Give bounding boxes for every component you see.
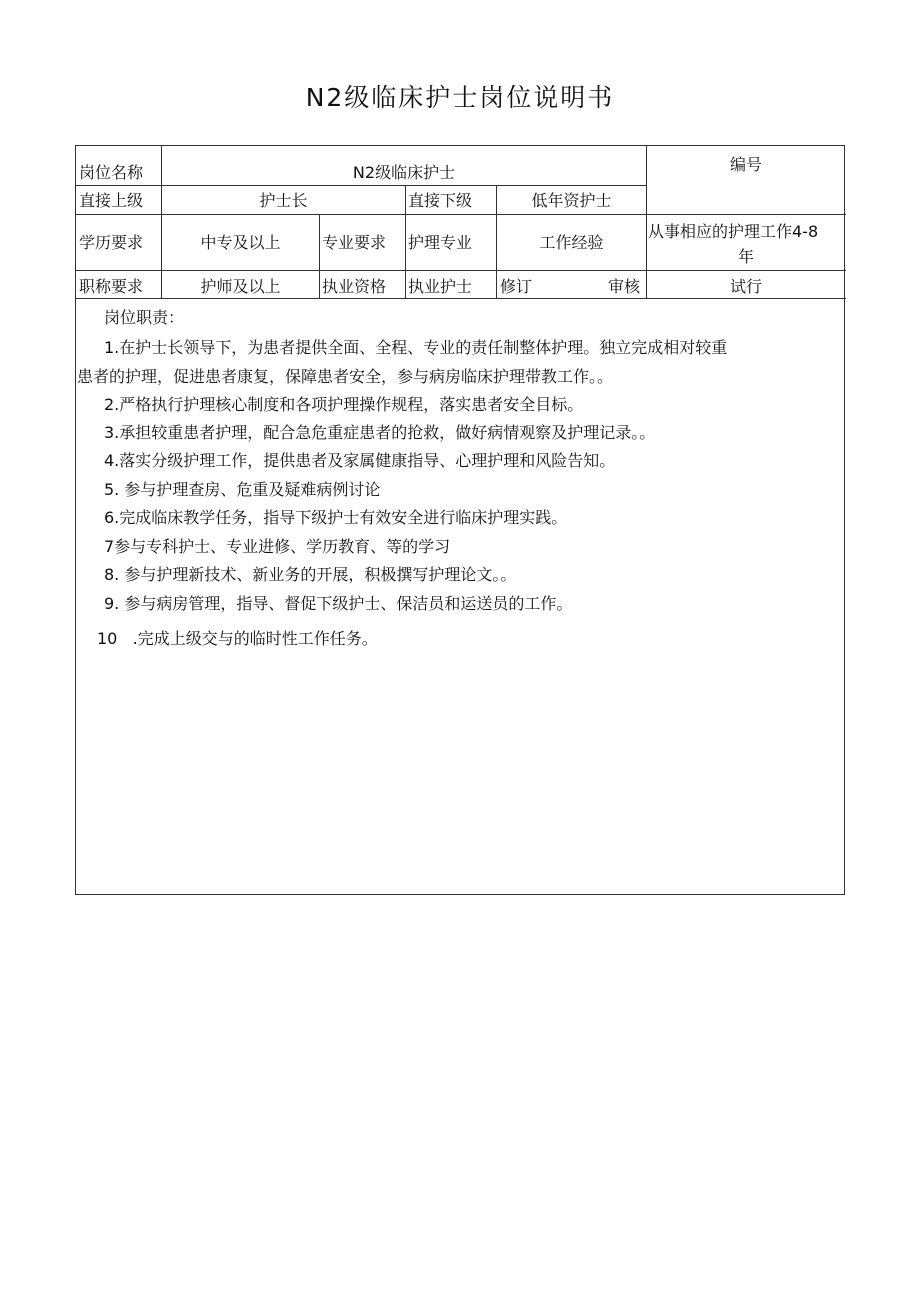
row-divider-3: [76, 270, 846, 271]
major-label: 专业要求: [322, 233, 387, 252]
duty-line: 2.严格执行护理核心制度和各项护理操作规程，落实患者安全目标。: [104, 395, 584, 414]
post-name-value: N2级临床护士: [352, 163, 456, 182]
duty-line: 10 .完成上级交与的临时性工作任务。: [97, 629, 378, 648]
major-value: 护理专业: [408, 233, 473, 252]
trial-label: 试行: [729, 277, 762, 296]
duty-line: 8. 参与护理新技术、新业务的开展，积极撰写护理论文。。: [104, 565, 517, 584]
subordinate-value: 低年资护士: [531, 191, 612, 210]
superior-label: 直接上级: [79, 191, 144, 210]
row-divider-2: [76, 214, 846, 215]
superior-value: 护士长: [259, 191, 308, 210]
duty-line: 6.完成临床教学任务，指导下级护士有效安全进行临床护理实践。: [104, 508, 568, 527]
review-label: 审核: [608, 277, 641, 296]
duty-line: 9. 参与病房管理，指导、督促下级护士、保洁员和运送员的工作。: [104, 594, 573, 613]
experience-value-line1: 从事相应的护理工作4-8: [648, 222, 819, 241]
duty-line: 3.承担较重患者护理，配合急危重症患者的抢救，做好病情观察及护理记录。。: [104, 423, 656, 442]
col-divider-c: [405, 185, 406, 298]
license-label: 执业资格: [322, 277, 387, 296]
revise-label: 修订: [500, 277, 533, 296]
title-req-value: 护师及以上: [200, 277, 281, 296]
duty-line: 5. 参与护理查房、危重及疑难病例讨论: [104, 480, 381, 499]
row-divider-4: [76, 298, 846, 299]
col-divider-b: [319, 214, 320, 298]
number-label: 编号: [729, 155, 762, 174]
duty-line: 1.在护士长领导下，为患者提供全面、全程、专业的责任制整体护理。独立完成相对较重: [104, 338, 728, 357]
experience-label: 工作经验: [539, 233, 604, 252]
post-name-label: 岗位名称: [79, 163, 144, 182]
education-value: 中专及以上: [200, 233, 281, 252]
license-value: 执业护士: [408, 277, 473, 296]
title-req-label: 职称要求: [79, 277, 144, 296]
subordinate-label: 直接下级: [408, 191, 473, 210]
duty-line: 7参与专科护士、专业进修、学历教育、等的学习: [104, 537, 451, 556]
document-title: N2级临床护士岗位说明书: [305, 83, 615, 112]
duty-line: 4.落实分级护理工作，提供患者及家属健康指导、心理护理和风险告知。: [104, 451, 616, 470]
duties-heading: 岗位职责：: [104, 308, 185, 327]
experience-value-line2: 年: [737, 247, 754, 266]
duty-line: 患者的护理，促进患者康复，保障患者安全，参与病房临床护理带教工作。。: [77, 367, 614, 386]
education-label: 学历要求: [79, 233, 144, 252]
